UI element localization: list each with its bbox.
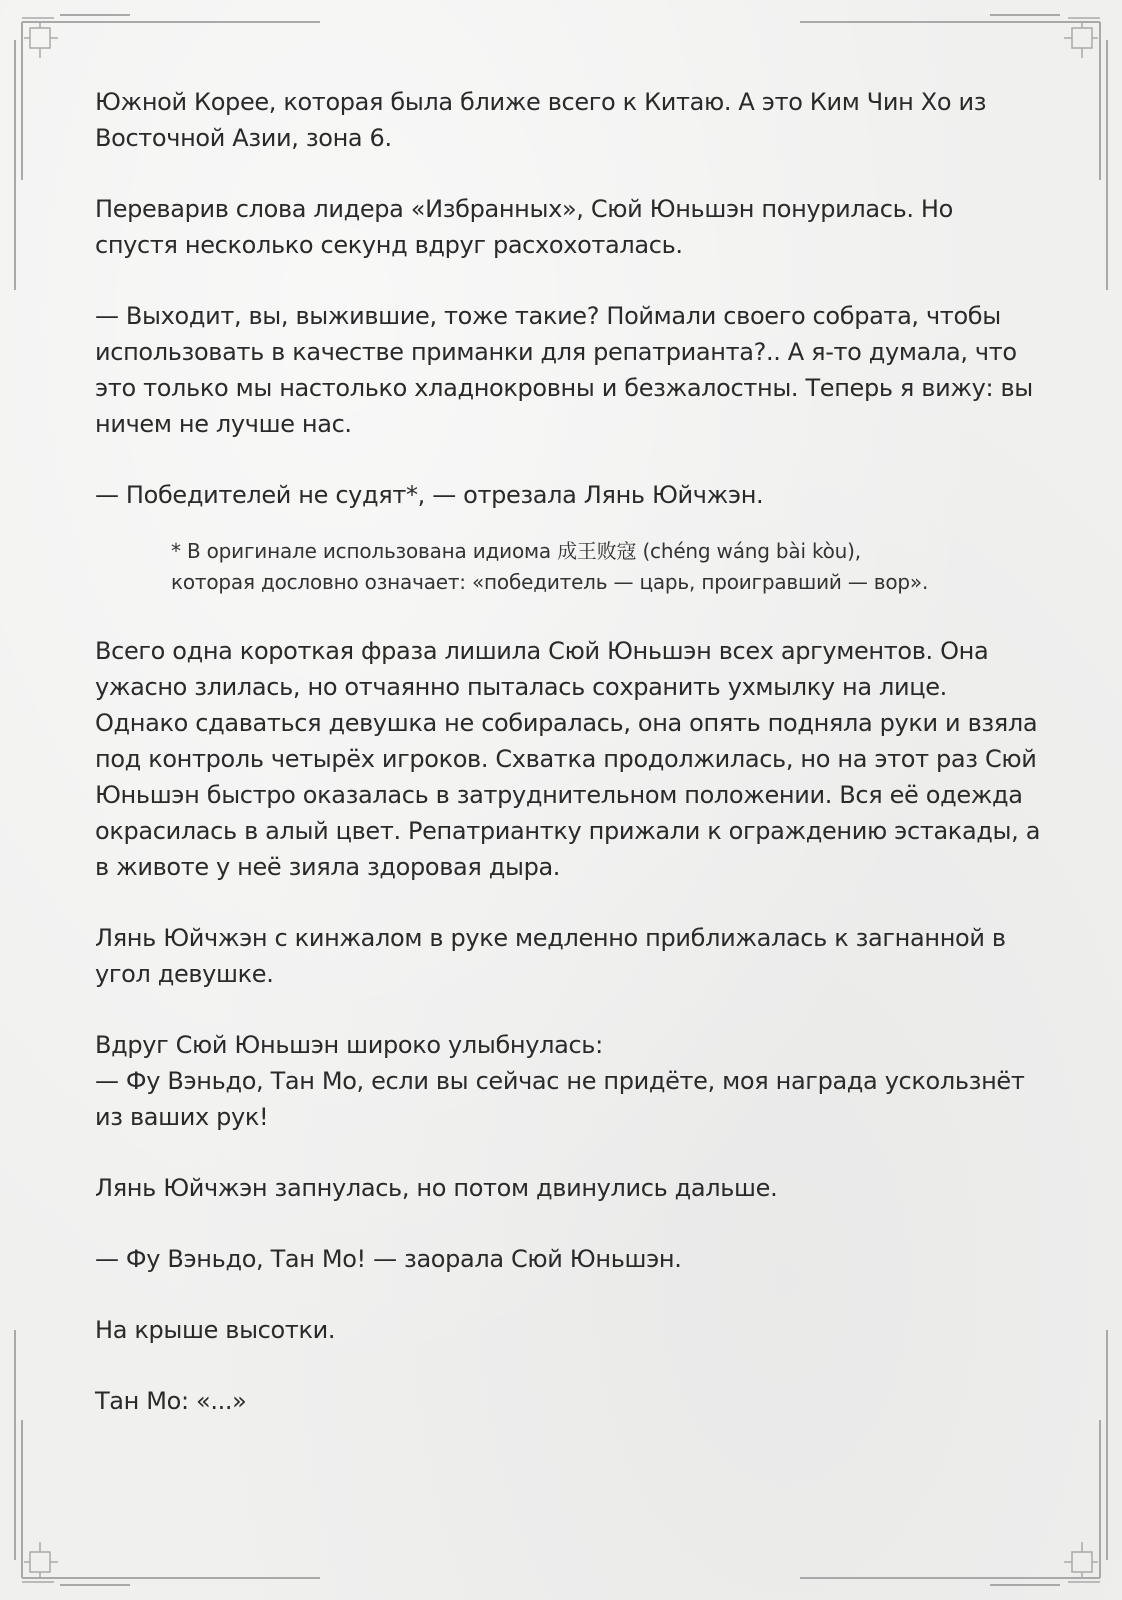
paragraph-3	[95, 298, 1035, 442]
text-line: Вдруг Сюй Юньшэн широко улыбнулась:	[95, 1031, 603, 1059]
paragraph-7	[95, 1027, 1035, 1135]
text-line: окрасилась в алый цвет. Репатриантку прижали к ограждению эстакады, а	[95, 817, 1041, 845]
text-line: ничем не лучше нас.	[95, 410, 352, 438]
paragraph-11	[95, 1383, 1035, 1419]
text-line: Южной Корее, которая была ближе всего к Китаю. А это Ким Чин Хо из	[95, 88, 987, 116]
text-line: из ваших рук!	[95, 1103, 269, 1131]
text-line: — Фу Вэньдо, Тан Мо, если вы сейчас не придёте, моя награда ускользнёт	[95, 1067, 1025, 1095]
text-line: Юньшэн быстро оказалась в затруднительном положении. Вся её одежда	[95, 781, 1023, 809]
paragraph-1	[95, 84, 1035, 156]
paragraph-4	[95, 477, 1035, 513]
paragraph-6	[95, 920, 1035, 992]
paragraph-10	[95, 1312, 1035, 1348]
text-line: угол девушке.	[95, 960, 274, 988]
text-line: Тан Мо: «...»	[95, 1387, 247, 1415]
text-line: в животе у неё зияла здоровая дыра.	[95, 853, 561, 881]
text-line: использовать в качестве приманки для репатрианта?.. А я-то думала, что	[95, 338, 1017, 366]
paragraph-8	[95, 1170, 1035, 1206]
text-line: Всего одна короткая фраза лишила Сюй Юньшэн всех аргументов. Она	[95, 637, 989, 665]
footnote-line: которая дословно означает: «победитель — царь, проигравший — вор».	[171, 570, 929, 594]
text-line: Лянь Юйчжэн с кинжалом в руке медленно приближалась к загнанной в	[95, 924, 1006, 952]
paragraph-2	[95, 191, 1035, 263]
paragraph-5	[95, 633, 1041, 885]
text-line: — Победителей не судят*, — отрезала Лянь Юйчжэн.	[95, 481, 764, 509]
footnote-line: * В оригинале использована идиома 成王败寇 (chéng wáng bài kòu),	[171, 539, 861, 563]
text-line: Переварив слова лидера «Избранных», Сюй Юньшэн понурилась. Но	[95, 195, 953, 223]
text-line: под контроль четырёх игроков. Схватка продолжилась, но на этот раз Сюй	[95, 745, 1037, 773]
text-line: ужасно злилась, но отчаянно пыталась сохранить ухмылку на лице.	[95, 673, 947, 701]
footnote	[171, 536, 1035, 598]
text-line: спустя несколько секунд вдруг расхохоталась.	[95, 231, 683, 259]
text-line: это только мы настолько хладнокровны и безжалостны. Теперь я вижу: вы	[95, 374, 1033, 402]
text-line: Лянь Юйчжэн запнулась, но потом двинулись дальше.	[95, 1174, 778, 1202]
text-line: — Фу Вэньдо, Тан Мо! — заорала Сюй Юньшэн.	[95, 1245, 682, 1273]
text-line: Восточной Азии, зона 6.	[95, 124, 392, 152]
text-line: Однако сдаваться девушка не собиралась, она опять подняла руки и взяла	[95, 709, 1038, 737]
text-line: На крыше высотки.	[95, 1316, 336, 1344]
document-body	[95, 84, 1041, 1419]
paragraph-9	[95, 1241, 1035, 1277]
text-line: — Выходит, вы, выжившие, тоже такие? Поймали своего собрата, чтобы	[95, 302, 1001, 330]
